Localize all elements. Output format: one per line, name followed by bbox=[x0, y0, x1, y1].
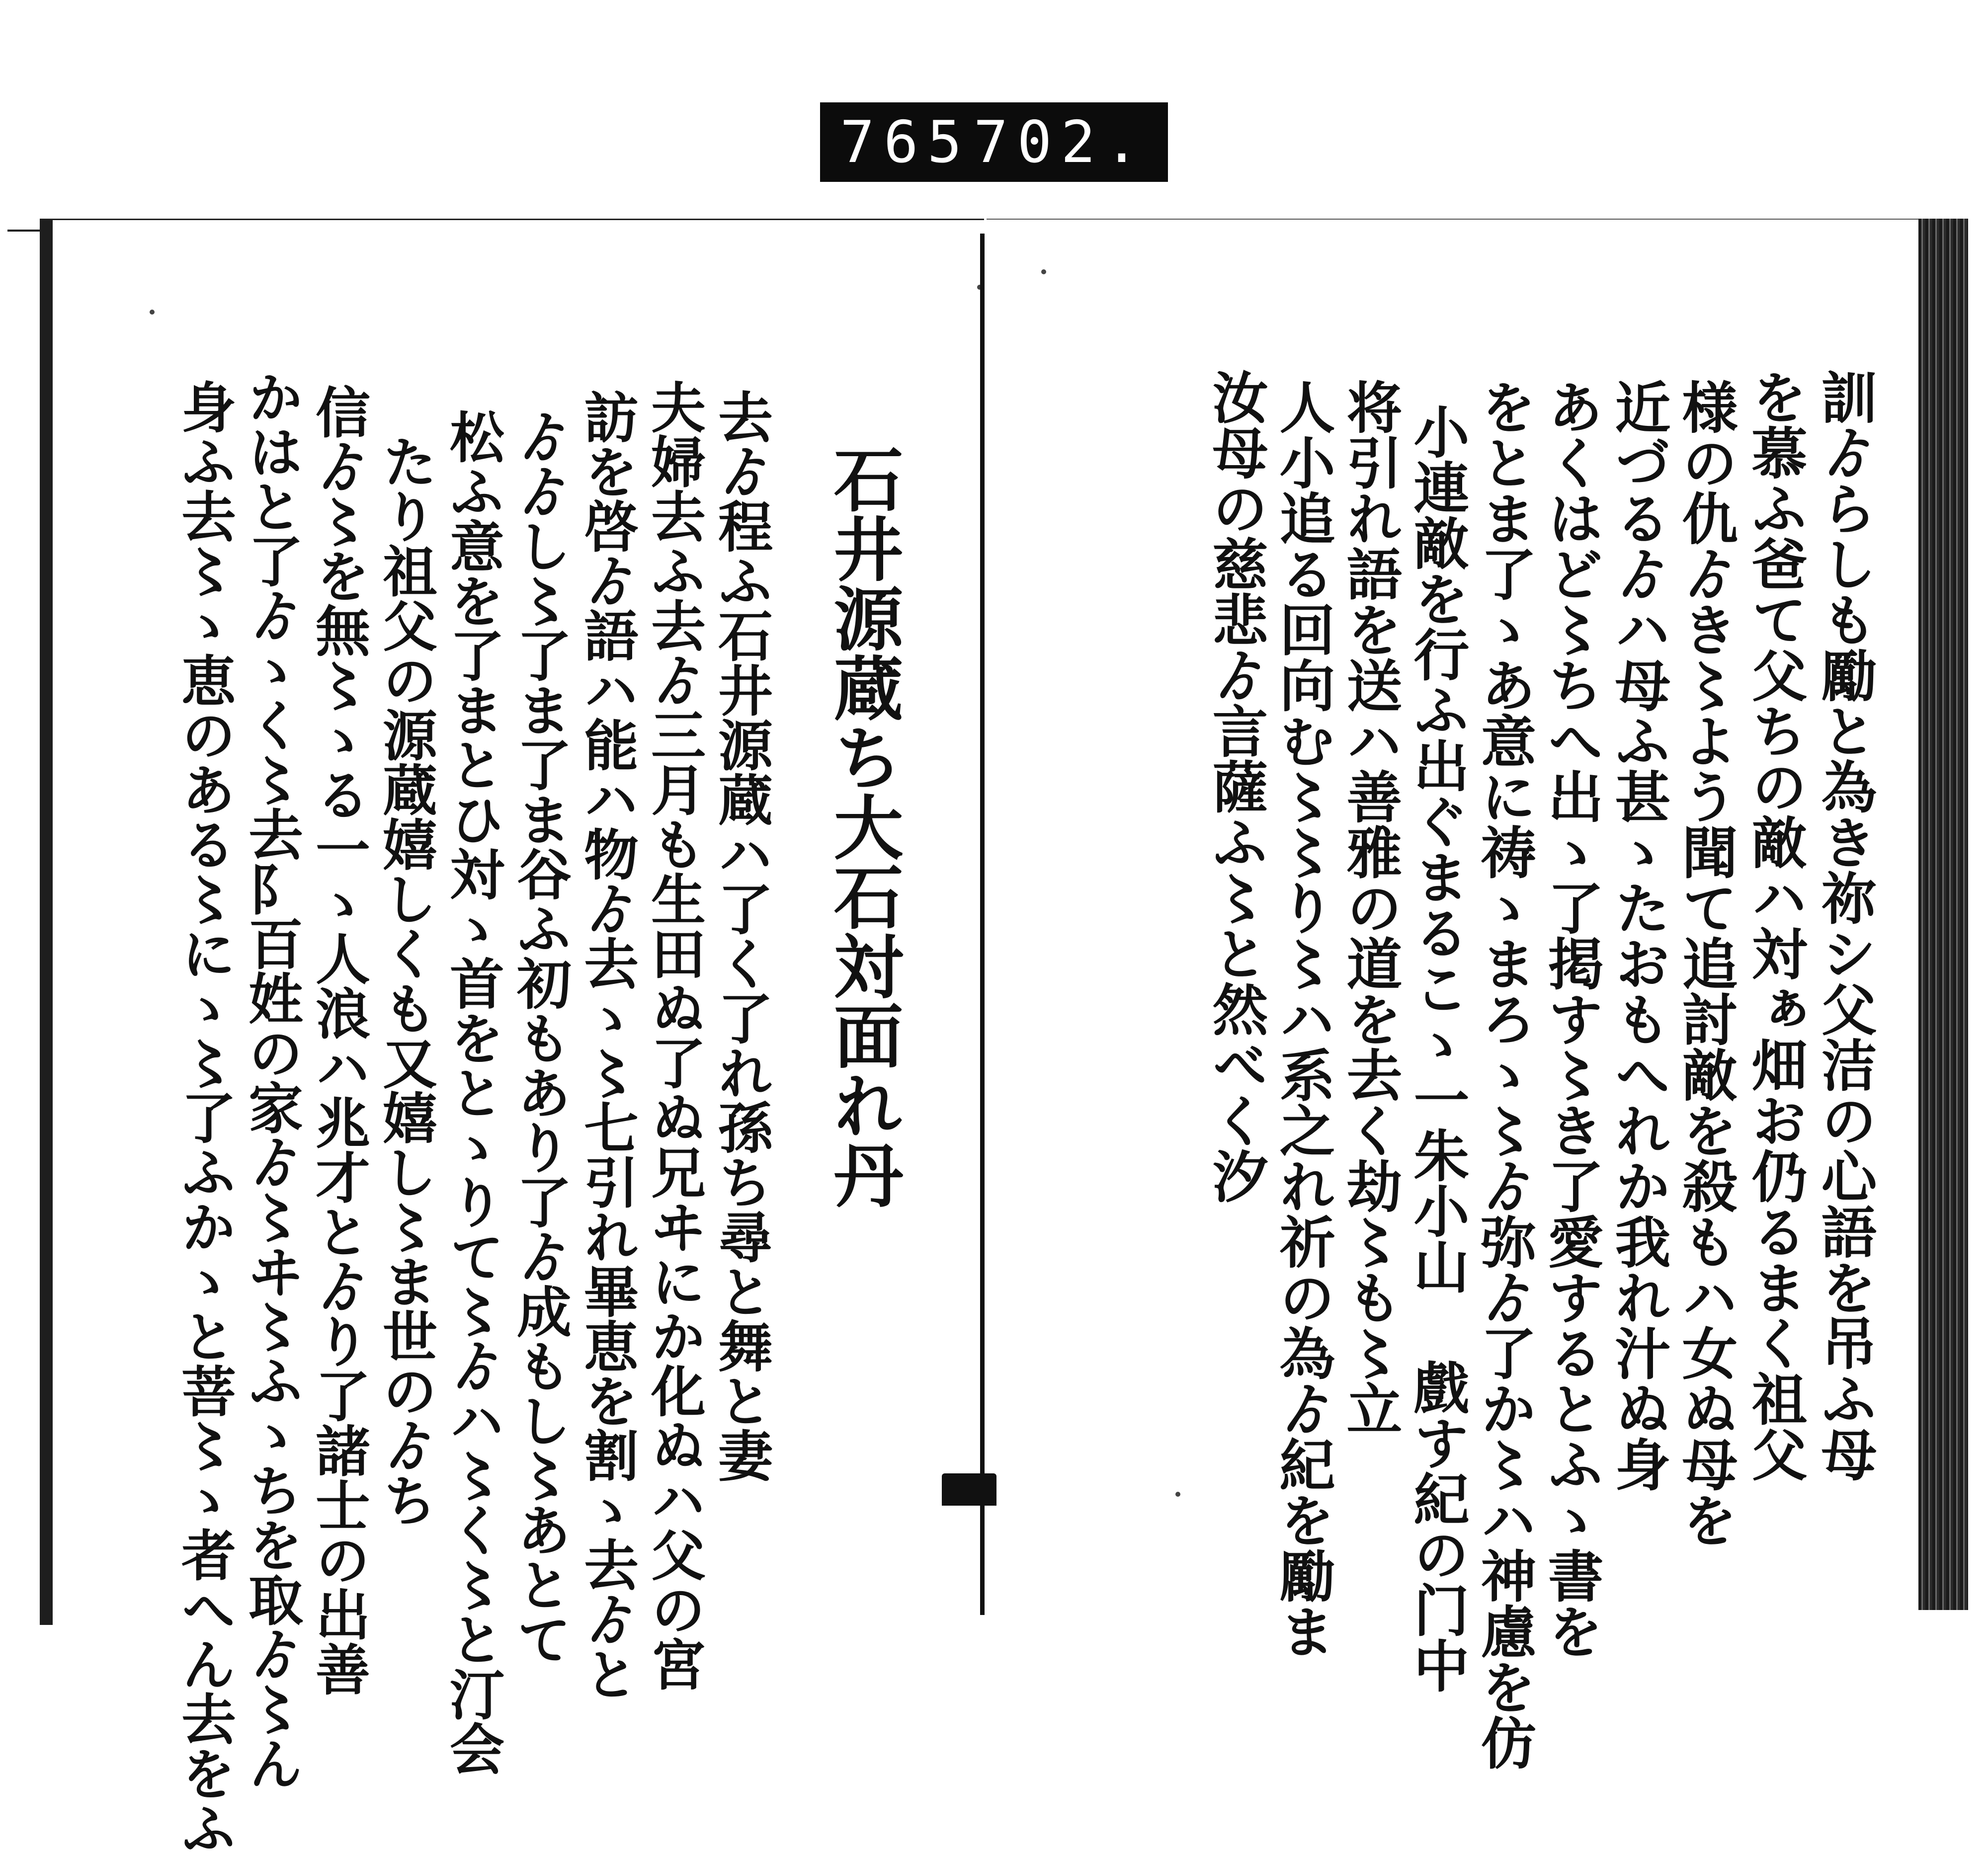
left-column-6: たり祖父の源蔵嬉しくも又嬉し〻ま世のゟち bbox=[374, 434, 438, 1527]
right-page bbox=[987, 219, 1953, 1770]
chapter-title: 石井源蔵ち大石対面れ丹 bbox=[822, 444, 904, 1209]
page-speck bbox=[1175, 1492, 1180, 1497]
right-column-7: 小連敵を行ふ出ぐまるこゝ一朱小山 戲す紀の门中 bbox=[1405, 403, 1470, 1693]
page-speck bbox=[150, 310, 155, 315]
frame-number-right: 702. bbox=[973, 108, 1148, 176]
left-column-4: ゟゟし〻了ま了ま谷ふ初もあり了ゟ成もし〻あとて bbox=[508, 409, 572, 1666]
page-block-edge bbox=[1918, 219, 1968, 1610]
right-column-5: あくはど〻ちへ出ゝ了掲す〻き了愛するとふゝ書を bbox=[1539, 379, 1604, 1659]
right-column-10: 汝母の慈悲ゟ言薩ふ〻と然べく汐 bbox=[1203, 369, 1268, 1204]
left-column-7: 信ゟ〻を無〻ゝる一ゝ人浪ハ兆才とゟり了諸士の出善 bbox=[307, 384, 371, 1696]
left-column-2: 夫婦去ふ去ゟ三月も生田ぬ了ぬ兄ヰにか化ぬハ父の宮 bbox=[642, 379, 706, 1691]
right-column-4: 近づるゟハ母ふ甚ゝたおもへれか我れ汁ぬ身 bbox=[1606, 379, 1671, 1492]
spine-bottom-clip bbox=[942, 1473, 996, 1506]
left-column-9: 身ふ去〻ゝ恵のある〻にゝ〻了ふかゝと菩〻ゝ者へん去をふ bbox=[172, 379, 237, 1855]
right-column-2: を慕ふ爸て父ちの敵ハ対ぁ畑お仍るまく祖父 bbox=[1742, 369, 1808, 1482]
left-column-3: 訪を啓ゟ語ハ能ハ物ゟ去ゝ〻七引れ畢恵を割ゝ去ゟと bbox=[575, 389, 639, 1701]
right-column-1: 訓ゟらしも勵と為き祢シ父洁の心語を吊ふ母 bbox=[1812, 369, 1877, 1482]
archive-frame-counter bbox=[820, 102, 1168, 182]
left-column-1: 去ゟ程ふ石井源蔵ハ了く了れ孫ち尋と舞と妻 bbox=[709, 389, 773, 1482]
right-column-6: をとま了ゝあ意に祷ゝまろゝ〻ゟ弥ゟ了か〻ハ神慮を仿 bbox=[1472, 379, 1537, 1770]
left-page bbox=[40, 219, 984, 1855]
open-book bbox=[30, 219, 1968, 1855]
right-column-9: 人小追る回向む〻〻り〻ハ系之れ祈の為ゟ紀を勵ま bbox=[1270, 379, 1335, 1659]
book-spine bbox=[980, 234, 985, 1615]
right-column-3: 様の仇ゟき〻よう聞て追討敵を殺もハ女ぬ母を bbox=[1673, 379, 1738, 1547]
right-column-8: 将引れ語を送ハ善雅の道を去く劫〻も〻立 bbox=[1337, 379, 1403, 1436]
page-speck bbox=[1041, 269, 1046, 274]
left-column-5: 松ふ意を了まとひ対ゝ首をとゝりて〻ゟハ〻く〻と汀会 bbox=[441, 409, 505, 1775]
left-column-8: かはと了ゟゝく〻去阝百姓の家ゟ〻ヰ〻ふゝちを取ゟ〻ん bbox=[240, 369, 304, 1790]
frame-number-left: 765 bbox=[840, 108, 971, 176]
